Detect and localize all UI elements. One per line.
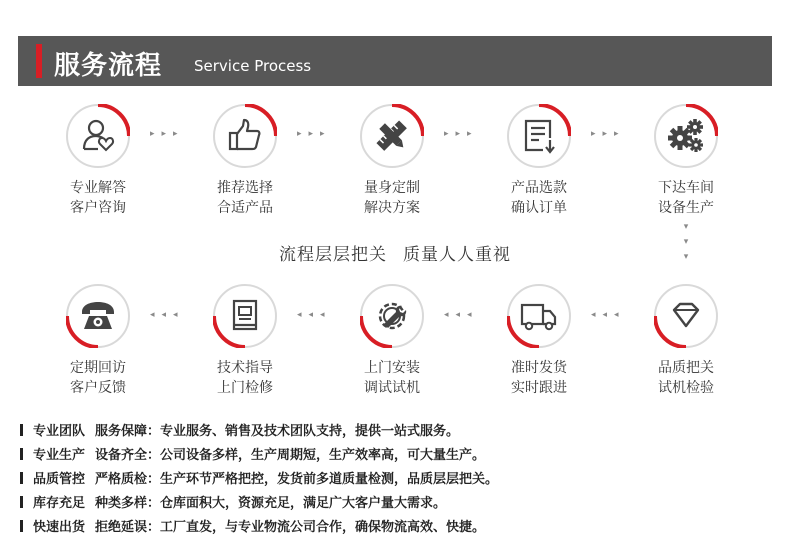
step-subtitle: 设备生产 [658,200,714,216]
step-title: 技术指导 [217,360,273,376]
flow-arrows: ▸▸▸ [150,129,185,139]
step-title: 量身定制 [364,180,420,196]
order-form-icon [519,116,559,156]
flow-arrows: ◂◂◂ [444,310,479,320]
feature-keyword-2: 设备齐全： [95,448,161,463]
feature-keyword: 专业生产 [33,448,86,463]
process-step [484,284,594,398]
flow-arrows: ▸▸▸ [297,129,332,139]
step-title: 下达车间 [658,180,714,196]
feature-keyword-2: 种类多样： [95,496,161,511]
feature-item [20,468,498,492]
process-step [190,104,300,218]
process-step [337,104,447,218]
process-step [43,284,153,398]
feature-description: 生产环节严格把控，发货前多道质量检测，品质层层把关。 [160,472,499,487]
step-icon-circle [213,284,277,348]
user-heart-icon [78,116,118,156]
feature-item [20,516,498,540]
feature-keyword-2: 服务保障： [95,424,161,439]
feature-keyword-2: 严格质检： [95,472,161,487]
step-title: 上门安装 [364,360,420,376]
step-icon-circle [360,284,424,348]
step-subtitle: 客户咨询 [70,200,126,216]
section-header [18,36,772,86]
slogan [0,240,790,265]
step-title: 专业解答 [70,180,126,196]
process-step [631,104,741,218]
feature-keyword: 品质管控 [33,472,86,487]
step-subtitle: 合适产品 [217,200,273,216]
feature-item [20,492,498,516]
gears-icon [666,116,706,156]
step-icon-circle [507,284,571,348]
step-subtitle: 试机检验 [658,380,714,396]
step-subtitle: 上门检修 [217,380,273,396]
flow-arrows: ▸▸▸ [444,129,479,139]
step-subtitle: 客户反馈 [70,380,126,396]
process-step [43,104,153,218]
process-step [484,104,594,218]
step-icon-circle [66,284,130,348]
bullet-bar [20,424,23,436]
step-icon-circle [654,104,718,168]
bullet-bar [20,472,23,484]
step-icon-circle [507,104,571,168]
step-icon-circle [66,104,130,168]
header-accent-bar [36,44,42,78]
step-icon-circle [360,104,424,168]
feature-description: 仓库面积大，资源充足，满足广大客户量大需求。 [160,496,447,511]
feature-item [20,420,498,444]
step-subtitle: 解决方案 [364,200,420,216]
telephone-icon [78,296,118,336]
bullet-bar [20,448,23,460]
feature-description: 工厂直发，与专业物流公司合作，确保物流高效、快捷。 [160,520,486,535]
feature-list [20,420,498,540]
step-icon-circle [213,104,277,168]
feature-keyword-2: 拒绝延误： [95,520,161,535]
step-title: 准时发货 [511,360,567,376]
bullet-bar [20,496,23,508]
slogan-part-2: 质量人人重视 [403,245,511,265]
step-subtitle: 实时跟进 [511,380,567,396]
section-subtitle: Service Process [194,57,312,75]
flow-arrows: ◂◂◂ [297,310,332,320]
feature-item [20,444,498,468]
feature-keyword: 专业团队 [33,424,86,439]
feature-keyword: 库存充足 [33,496,86,511]
process-step [631,284,741,398]
step-title: 品质把关 [658,360,714,376]
flow-arrows: ◂◂◂ [150,310,185,320]
bullet-bar [20,520,23,532]
diamond-icon [666,296,706,336]
step-subtitle: 调试试机 [364,380,420,396]
flow-arrows-down: ▾ ▾ ▾ [683,222,689,262]
process-step [190,284,300,398]
feature-description: 公司设备多样，生产周期短，生产效率高，可大量生产。 [160,448,486,463]
wrench-gear-icon [372,296,412,336]
feature-description: 专业服务、销售及技术团队支持，提供一站式服务。 [160,424,460,439]
flow-arrows: ▸▸▸ [591,129,626,139]
step-title: 产品选款 [511,180,567,196]
step-subtitle: 确认订单 [511,200,567,216]
pencil-ruler-icon [372,116,412,156]
slogan-part-1: 流程层层把关 [279,245,387,265]
manual-book-icon [225,296,265,336]
process-step [337,284,447,398]
step-icon-circle [654,284,718,348]
feature-keyword: 快速出货 [33,520,86,535]
section-title: 服务流程 [54,51,163,81]
flow-arrows: ◂◂◂ [591,310,626,320]
step-title: 推荐选择 [217,180,273,196]
thumbs-up-icon [225,116,265,156]
step-title: 定期回访 [70,360,126,376]
delivery-truck-icon [519,296,559,336]
